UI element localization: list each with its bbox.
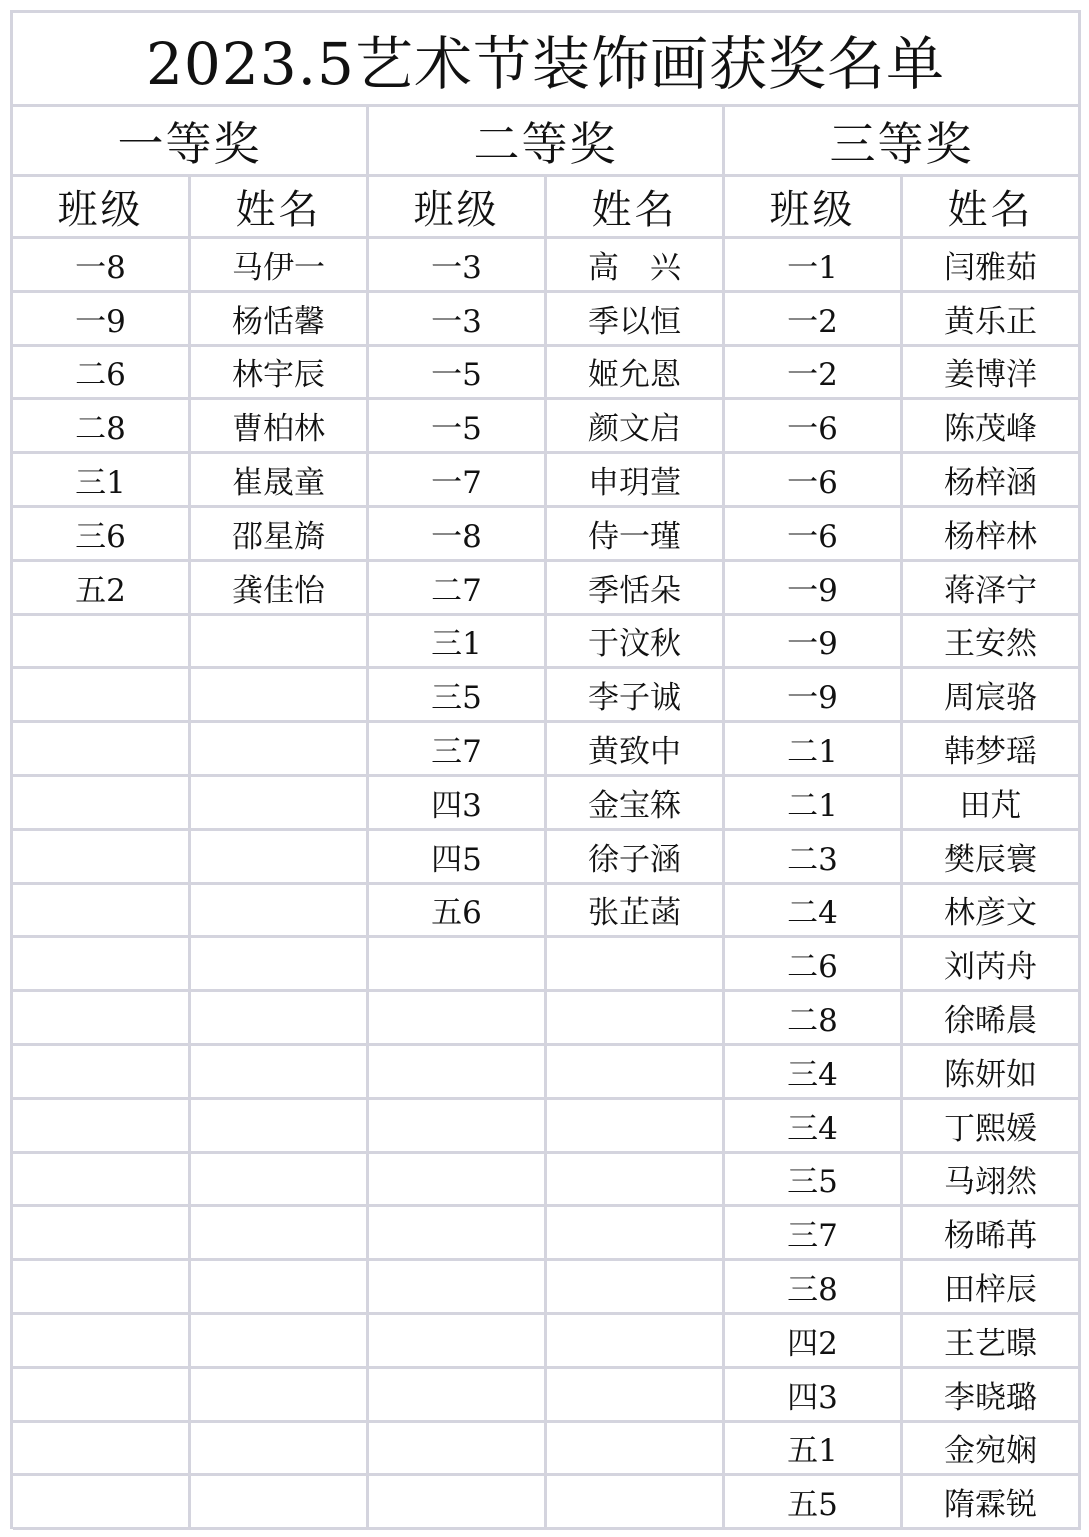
empty-cell [547, 1315, 725, 1369]
empty-cell [369, 1476, 547, 1530]
empty-cell [191, 1315, 369, 1369]
class-cell: 二1 [725, 723, 903, 777]
name-cell: 李子诚 [547, 669, 725, 723]
class-cell: 一9 [725, 562, 903, 616]
empty-cell [13, 669, 191, 723]
class-cell: 二6 [725, 938, 903, 992]
class-cell: 三7 [725, 1207, 903, 1261]
class-cell: 一9 [13, 293, 191, 347]
empty-cell [191, 1423, 369, 1477]
empty-cell [13, 1154, 191, 1208]
class-cell: 一7 [369, 454, 547, 508]
empty-cell [369, 1046, 547, 1100]
sheet-title: 2023.5艺术节装饰画获奖名单 [13, 13, 1081, 107]
class-cell: 一5 [369, 400, 547, 454]
empty-cell [191, 831, 369, 885]
class-cell: 五6 [369, 885, 547, 939]
name-cell: 隋霖锐 [903, 1476, 1081, 1530]
name-cell: 徐子涵 [547, 831, 725, 885]
name-cell: 姬允恩 [547, 347, 725, 401]
empty-cell [13, 992, 191, 1046]
name-cell: 高 兴 [547, 239, 725, 293]
class-cell: 一3 [369, 293, 547, 347]
name-column-header: 姓名 [903, 177, 1081, 239]
class-cell: 二1 [725, 777, 903, 831]
class-cell: 三5 [725, 1154, 903, 1208]
name-cell: 韩梦瑶 [903, 723, 1081, 777]
class-cell: 一2 [725, 347, 903, 401]
empty-cell [191, 1100, 369, 1154]
empty-cell [369, 1154, 547, 1208]
name-cell: 杨梓林 [903, 508, 1081, 562]
name-cell: 樊辰寰 [903, 831, 1081, 885]
empty-cell [191, 1046, 369, 1100]
class-cell: 四3 [369, 777, 547, 831]
name-cell: 李晓璐 [903, 1369, 1081, 1423]
empty-cell [13, 938, 191, 992]
empty-cell [369, 1100, 547, 1154]
empty-cell [191, 616, 369, 670]
class-cell: 一1 [725, 239, 903, 293]
empty-cell [13, 1046, 191, 1100]
name-column-header: 姓名 [547, 177, 725, 239]
name-cell: 丁熙媛 [903, 1100, 1081, 1154]
name-cell: 杨晞苒 [903, 1207, 1081, 1261]
name-cell: 季恬朵 [547, 562, 725, 616]
name-cell: 姜博洋 [903, 347, 1081, 401]
class-cell: 五1 [725, 1423, 903, 1477]
empty-cell [547, 1046, 725, 1100]
name-cell: 田梓辰 [903, 1261, 1081, 1315]
class-cell: 二4 [725, 885, 903, 939]
empty-cell [547, 1369, 725, 1423]
class-cell: 二7 [369, 562, 547, 616]
name-cell: 杨梓涵 [903, 454, 1081, 508]
empty-cell [13, 831, 191, 885]
empty-cell [191, 723, 369, 777]
award-list-table [10, 10, 1081, 1529]
class-cell: 三4 [725, 1100, 903, 1154]
class-cell: 四3 [725, 1369, 903, 1423]
name-cell: 黄乐正 [903, 293, 1081, 347]
empty-cell [13, 616, 191, 670]
class-cell: 四5 [369, 831, 547, 885]
name-cell: 黄致中 [547, 723, 725, 777]
name-cell: 邵星旖 [191, 508, 369, 562]
name-cell: 金宛娴 [903, 1423, 1081, 1477]
class-cell: 一6 [725, 400, 903, 454]
empty-cell [13, 1315, 191, 1369]
class-cell: 三6 [13, 508, 191, 562]
empty-cell [13, 885, 191, 939]
empty-cell [191, 885, 369, 939]
class-cell: 一5 [369, 347, 547, 401]
award-header-first: 一等奖 [13, 107, 369, 177]
empty-cell [13, 1261, 191, 1315]
class-cell: 一6 [725, 508, 903, 562]
empty-cell [369, 992, 547, 1046]
empty-cell [191, 938, 369, 992]
empty-cell [369, 1207, 547, 1261]
class-cell: 三4 [725, 1046, 903, 1100]
empty-cell [547, 1476, 725, 1530]
empty-cell [13, 1207, 191, 1261]
class-cell: 三5 [369, 669, 547, 723]
empty-cell [191, 777, 369, 831]
name-cell: 蒋泽宁 [903, 562, 1081, 616]
class-cell: 一3 [369, 239, 547, 293]
empty-cell [547, 1261, 725, 1315]
name-cell: 闫雅茹 [903, 239, 1081, 293]
empty-cell [191, 1154, 369, 1208]
empty-cell [369, 1315, 547, 1369]
class-cell: 一9 [725, 669, 903, 723]
empty-cell [547, 1423, 725, 1477]
class-column-header: 班级 [369, 177, 547, 239]
name-column-header: 姓名 [191, 177, 369, 239]
class-cell: 三1 [369, 616, 547, 670]
name-cell: 周宸骆 [903, 669, 1081, 723]
class-cell: 二3 [725, 831, 903, 885]
name-cell: 陈妍如 [903, 1046, 1081, 1100]
class-column-header: 班级 [725, 177, 903, 239]
name-cell: 崔晟童 [191, 454, 369, 508]
name-cell: 侍一瑾 [547, 508, 725, 562]
name-cell: 于汶秋 [547, 616, 725, 670]
class-cell: 四2 [725, 1315, 903, 1369]
empty-cell [369, 1261, 547, 1315]
award-header-second: 二等奖 [369, 107, 725, 177]
class-cell: 三7 [369, 723, 547, 777]
name-cell: 田芃 [903, 777, 1081, 831]
name-cell: 季以恒 [547, 293, 725, 347]
empty-cell [547, 1154, 725, 1208]
name-cell: 张芷菡 [547, 885, 725, 939]
empty-cell [369, 938, 547, 992]
class-cell: 二6 [13, 347, 191, 401]
empty-cell [369, 1423, 547, 1477]
award-header-third: 三等奖 [725, 107, 1081, 177]
class-cell: 一8 [369, 508, 547, 562]
class-cell: 二8 [13, 400, 191, 454]
empty-cell [13, 1100, 191, 1154]
name-cell: 王安然 [903, 616, 1081, 670]
name-cell: 曹柏林 [191, 400, 369, 454]
name-cell: 金宝箖 [547, 777, 725, 831]
class-cell: 二8 [725, 992, 903, 1046]
name-cell: 陈茂峰 [903, 400, 1081, 454]
empty-cell [13, 777, 191, 831]
empty-cell [13, 1476, 191, 1530]
class-cell: 五5 [725, 1476, 903, 1530]
name-cell: 杨恬馨 [191, 293, 369, 347]
empty-cell [191, 669, 369, 723]
class-cell: 一2 [725, 293, 903, 347]
class-cell: 一8 [13, 239, 191, 293]
empty-cell [547, 938, 725, 992]
empty-cell [13, 723, 191, 777]
name-cell: 申玥萱 [547, 454, 725, 508]
name-cell: 林宇辰 [191, 347, 369, 401]
name-cell: 马翊然 [903, 1154, 1081, 1208]
class-cell: 一9 [725, 616, 903, 670]
empty-cell [547, 1207, 725, 1261]
empty-cell [191, 1476, 369, 1530]
name-cell: 王艺暻 [903, 1315, 1081, 1369]
name-cell: 林彦文 [903, 885, 1081, 939]
empty-cell [369, 1369, 547, 1423]
empty-cell [13, 1369, 191, 1423]
empty-cell [191, 1369, 369, 1423]
class-cell: 三8 [725, 1261, 903, 1315]
class-cell: 五2 [13, 562, 191, 616]
class-cell: 三1 [13, 454, 191, 508]
name-cell: 徐晞晨 [903, 992, 1081, 1046]
empty-cell [547, 992, 725, 1046]
empty-cell [191, 992, 369, 1046]
empty-cell [547, 1100, 725, 1154]
name-cell: 刘芮舟 [903, 938, 1081, 992]
empty-cell [13, 1423, 191, 1477]
name-cell: 颜文启 [547, 400, 725, 454]
empty-cell [191, 1261, 369, 1315]
name-cell: 龚佳怡 [191, 562, 369, 616]
name-cell: 马伊一 [191, 239, 369, 293]
empty-cell [191, 1207, 369, 1261]
class-cell: 一6 [725, 454, 903, 508]
class-column-header: 班级 [13, 177, 191, 239]
